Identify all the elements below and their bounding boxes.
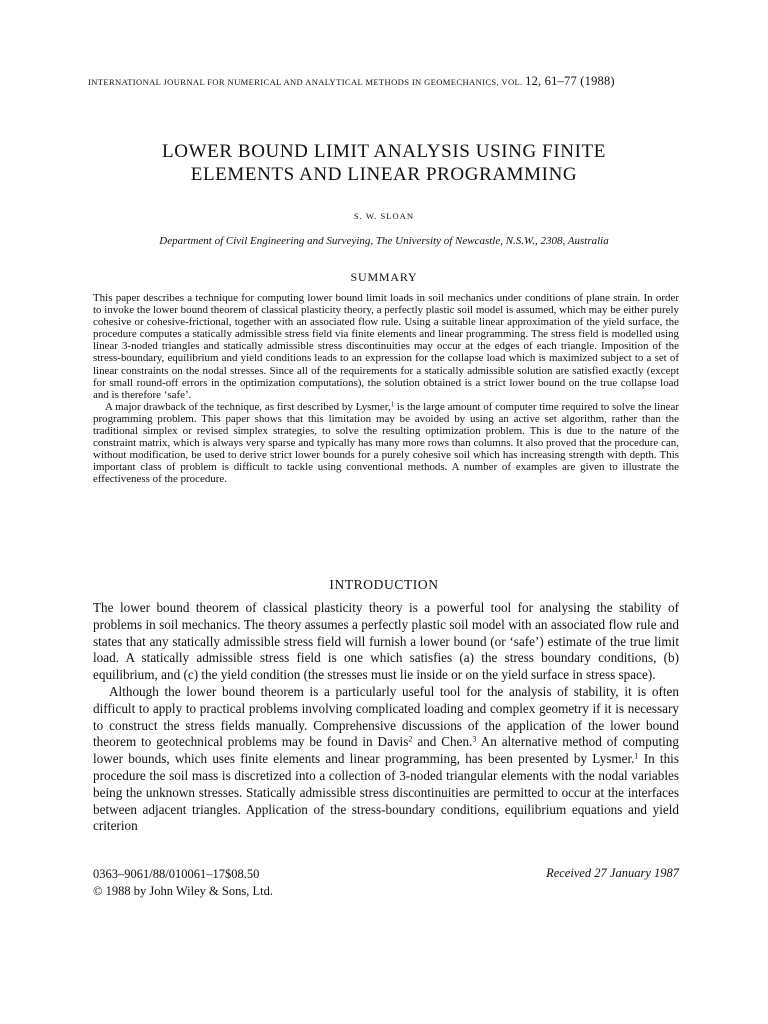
- author-name: S. W. SLOAN: [353, 211, 415, 221]
- introduction-heading: INTRODUCTION: [329, 577, 439, 592]
- paper-title: [80, 140, 688, 186]
- journal-volume: 12, 61–77 (1988): [525, 74, 615, 88]
- summary-paragraph-2: [93, 401, 679, 486]
- citation-ref: 1: [634, 751, 639, 761]
- intro-p2-text-b: and Chen.: [412, 734, 473, 750]
- received-date: Received 27 January 1987: [546, 866, 679, 880]
- summary-p2-text-a: A major drawback of the technique, as first described by Lysmer,: [105, 400, 391, 413]
- summary-abstract: [93, 292, 679, 486]
- intro-p2-text-d: In this procedure the soil mass is discretized into a collection of 3-noded triangular elements with the nodal variables being the unknown stresses. Statically admissible stress discontinuities are permitted to occur at the interfaces between adjacent triangles. Application of the stress-boundary conditions, equilibrium equations and yield criterion: [93, 751, 679, 834]
- issn-price-code: 0363–9061/88/010061–17$08.50: [93, 867, 260, 881]
- intro-p2-text-c: An alternative method of computing lower bounds, which uses finite elements and linear programming, has been presented by Lysmer.: [93, 734, 679, 767]
- journal-name: INTERNATIONAL JOURNAL FOR NUMERICAL AND ANALYTICAL METHODS IN GEOMECHANICS, VOL.: [88, 77, 523, 87]
- summary-heading: SUMMARY: [350, 270, 418, 284]
- intro-p2-text-a: Although the lower bound theorem is a particularly useful tool for the analysis of stability, it is often difficult to apply to practical problems involving complicated loading and complex geometry if it is necessary to construct the stress fields manually. Comprehensive discussions of the application of the lower bound theorem to geotechnical problems may be found in Davis: [93, 683, 679, 750]
- summary-p2-text-b: is the large amount of computer time required to solve the linear programming problem. This paper shows that this limitation may be avoided by using an active set algorithm, rather than the traditional simplex or revised simplex strategies, to solve the resulting optimization problem. This is due to the nature of the constraint matrix, which is always very sparse and typically has many more rows than columns. It also proved that the procedure can, without modification, be used to derive strict lower bounds for a purely cohesive soil which has increasing strength with depth. This important class of problem is difficult to tackle using conventional methods. A number of examples are given to illustrate the effectiveness of the procedure.: [93, 400, 680, 486]
- citation-ref: 2: [408, 734, 413, 744]
- intro-paragraph-1: The lower bound theorem of classical plasticity theory is a powerful tool for analysing the stability of problems in soil mechanics. The theory assumes a perfectly plastic soil model with an associated flow rule and states that any statically admissible stress field will furnish a lower bound (or ‘safe’) estimate of the true limit load. A statically admissible stress field is one which satisfies (a) the stress boundary conditions, (b) equilibrium, and (c) the yield condition (the stresses must lie inside or on the yield surface in stress space).: [93, 600, 679, 683]
- intro-paragraph-2: [93, 684, 679, 835]
- introduction-body: [93, 600, 679, 835]
- copyright-notice: © 1988 by John Wiley & Sons, Ltd.: [93, 884, 273, 898]
- title-line-2: ELEMENTS AND LINEAR PROGRAMMING: [190, 164, 578, 185]
- title-line-1: LOWER BOUND LIMIT ANALYSIS USING FINITE: [162, 141, 606, 162]
- summary-paragraph-1: This paper describes a technique for computing lower bound limit loads in soil mechanics under conditions of plane strain. In order to invoke the lower bound theorem of classical plasticity theory, a perfectly plastic soil model is assumed, which may be either purely cohesive or cohesive-frictional, together with an associated flow rule. Using a suitable linear approximation of the yield surface, the procedure computes a statically admissible stress field via finite elements and linear programming. The stress field is modelled using linear 3-noded triangles and statically admissible stress discontinuities may occur at the edges of each triangle. Imposition of the stress-boundary, equilibrium and yield conditions leads to an expression for the collapse load which is maximized subject to a set of linear constraints on the nodal stresses. Since all of the requirements for a statically admissible solution are satisfied exactly (except for small round-off errors in the optimization computations), the solution obtained is a strict lower bound on the true collapse load and is therefore ‘safe’.: [93, 292, 679, 401]
- citation-ref: 3: [472, 734, 477, 744]
- author-affiliation: Department of Civil Engineering and Surveying, The University of Newcastle, N.S.W., 2308, Australia: [159, 235, 609, 247]
- journal-header: [88, 74, 688, 89]
- footer-publication-info: [93, 866, 413, 900]
- citation-ref: 1: [390, 401, 395, 409]
